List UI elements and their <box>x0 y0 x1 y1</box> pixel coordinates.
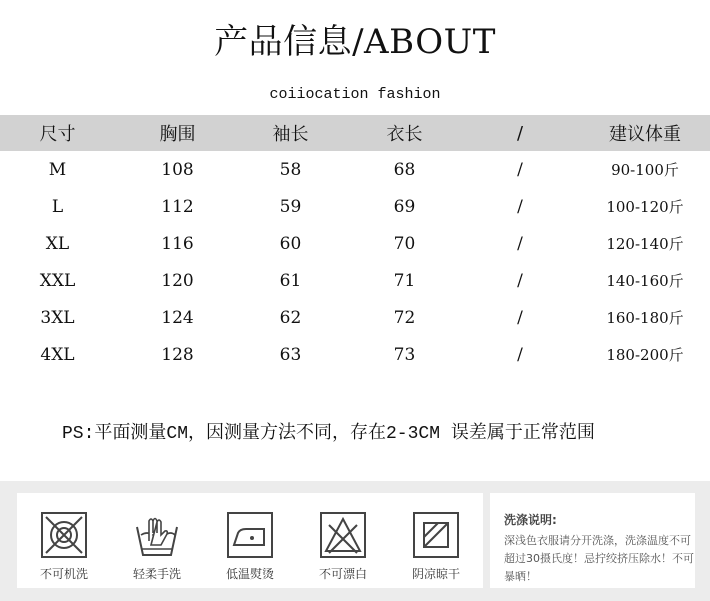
size-table <box>0 115 710 373</box>
care-label: 不可漂白 <box>318 567 367 581</box>
cell-length: 70 <box>393 233 416 254</box>
cell-chest: 120 <box>161 270 194 291</box>
cell-slash: / <box>517 344 523 365</box>
cell-chest: 108 <box>161 159 194 180</box>
cell-weight: 90-100斤 <box>611 161 679 179</box>
care-item-hand-wash <box>122 511 192 582</box>
header-slash: / <box>516 122 524 144</box>
table-header <box>0 115 710 151</box>
cell-weight: 180-200斤 <box>606 346 684 364</box>
cell-size: 3XL <box>40 307 75 328</box>
care-icons-panel <box>17 493 483 588</box>
cell-sleeve: 63 <box>279 344 302 365</box>
cell-size: XXL <box>39 270 76 291</box>
no-machine-wash-icon <box>40 511 88 559</box>
cell-chest: 124 <box>161 307 194 328</box>
care-instructions-text: 深浅色衣服请分开洗涤，洗涤温度不可超过30摄氏度！忌拧绞挤压除水！不可暴晒！ <box>504 534 694 583</box>
no-bleach-icon <box>319 511 367 559</box>
table-row <box>0 336 710 373</box>
shade-dry-icon <box>412 511 460 559</box>
page-title: 产品信息/ABOUT <box>214 22 496 62</box>
cell-weight: 160-180斤 <box>606 309 684 327</box>
cell-size: XL <box>45 233 70 254</box>
header-weight: 建议体重 <box>609 124 681 145</box>
care-instructions-panel <box>490 493 695 588</box>
care-item-iron <box>215 511 285 582</box>
cell-size: 4XL <box>40 344 75 365</box>
care-label: 阴凉晾干 <box>411 567 460 581</box>
header-length: 衣长 <box>386 124 423 145</box>
cell-slash: / <box>517 196 523 217</box>
cell-size: L <box>51 196 64 217</box>
cell-sleeve: 59 <box>279 196 302 217</box>
care-item-no-machine-wash <box>29 511 99 582</box>
care-label: 低温熨烫 <box>225 567 274 581</box>
cell-slash: / <box>517 233 523 254</box>
cell-slash: / <box>517 307 523 328</box>
care-instructions-title: 洗涤说明: <box>504 513 557 527</box>
cell-chest: 112 <box>161 196 194 217</box>
cell-weight: 140-160斤 <box>606 272 684 290</box>
cell-length: 68 <box>393 159 416 180</box>
care-label: 轻柔手洗 <box>132 567 181 581</box>
care-item-no-bleach <box>308 511 378 582</box>
cell-length: 71 <box>393 270 416 291</box>
cell-sleeve: 61 <box>279 270 302 291</box>
cell-length: 73 <box>393 344 416 365</box>
cell-length: 72 <box>393 307 416 328</box>
low-temp-iron-icon <box>226 511 274 559</box>
care-item-shade-dry <box>401 511 471 582</box>
gentle-hand-wash-icon <box>133 511 181 559</box>
cell-chest: 116 <box>161 233 194 254</box>
table-row <box>0 262 710 299</box>
cell-slash: / <box>517 270 523 291</box>
table-row <box>0 188 710 225</box>
cell-weight: 120-140斤 <box>606 235 684 253</box>
cell-sleeve: 60 <box>279 233 302 254</box>
cell-sleeve: 62 <box>279 307 302 328</box>
cell-length: 69 <box>393 196 416 217</box>
cell-sleeve: 58 <box>279 159 302 180</box>
table-row <box>0 151 710 188</box>
brand-subtitle: coiiocation fashion <box>269 86 441 103</box>
measurement-note: PS:平面测量CM，因测量方法不同，存在2-3CM 误差属于正常范围 <box>62 424 595 444</box>
table-row <box>0 225 710 262</box>
header-chest: 胸围 <box>159 124 196 145</box>
cell-weight: 100-120斤 <box>606 198 684 216</box>
cell-slash: / <box>517 159 523 180</box>
header-size: 尺寸 <box>39 124 76 145</box>
cell-size: M <box>48 159 67 180</box>
care-label: 不可机洗 <box>39 567 88 581</box>
care-section <box>0 481 710 601</box>
header-sleeve: 袖长 <box>272 124 309 145</box>
table-row <box>0 299 710 336</box>
cell-chest: 128 <box>161 344 194 365</box>
